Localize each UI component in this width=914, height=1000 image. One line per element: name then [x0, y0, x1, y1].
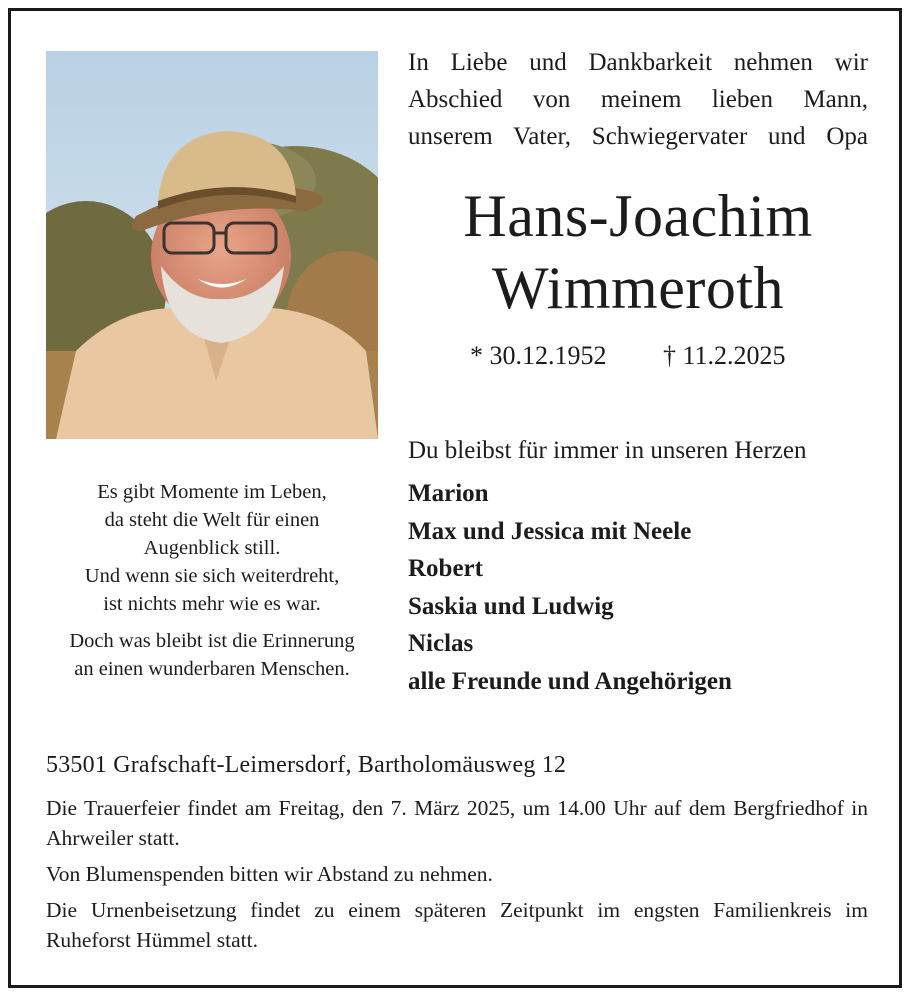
poem [46, 478, 378, 683]
family-member: alle Freunde und Angehörigen [408, 667, 732, 695]
poem-line: an einen wunderbaren Menschen. [74, 658, 350, 680]
family-member: Saskia und Ludwig [408, 592, 614, 620]
poem-line: Und wenn sie sich weiterdreht, [84, 565, 340, 587]
death-date: † 11.2.2025 [663, 341, 786, 370]
family-member: Robert [408, 555, 483, 582]
intro-text [408, 44, 868, 155]
birth-date: * 30.12.1952 [470, 341, 607, 370]
detail-paragraph: Von Blumenspenden bitten wir Abstand zu nehmen. [46, 862, 493, 886]
poem-line: ist nichts mehr wie es war. [103, 593, 321, 615]
funeral-details [46, 793, 868, 961]
last-name: Wimmeroth [491, 255, 785, 321]
poem-line: Doch was bleibt ist die Erinnerung [69, 630, 355, 652]
intro-line: Abschied von meinem lieben Mann, [408, 86, 868, 113]
family-member: Niclas [408, 630, 474, 657]
poem-line: da steht die Welt für einen [104, 509, 320, 531]
poem-stanza [46, 627, 378, 683]
family-member: Marion [408, 480, 489, 507]
poem-line: Es gibt Momente im Leben, [97, 481, 327, 503]
detail-paragraph: Die Trauerfeier findet am Freitag, den 7. März 2025, um 14.00 Uhr auf dem Bergfriedhof in Ahrweiler statt. [46, 796, 868, 850]
deceased-name [408, 180, 868, 324]
heart-line: Du bleibst für immer in unseren Herzen [408, 437, 807, 464]
address: 53501 Grafschaft-Leimersdorf, Bartholomäusweg 12 [46, 752, 567, 778]
detail-paragraph: Die Urnenbeisetzung findet zu einem späteren Zeitpunkt im engsten Familienkreis im Ruheforst Hümmel statt. [46, 898, 868, 952]
family-list [408, 475, 868, 700]
intro-line: In Liebe und Dankbarkeit nehmen wir [408, 49, 868, 76]
poem-line: Augenblick still. [143, 537, 281, 559]
intro-line: unserem Vater, Schwiegervater und Opa [408, 123, 868, 150]
family-member: Max und Jessica mit Neele [408, 517, 692, 545]
poem-stanza [46, 478, 378, 618]
first-name: Hans-Joachim [463, 183, 813, 249]
portrait-photo [46, 51, 378, 439]
